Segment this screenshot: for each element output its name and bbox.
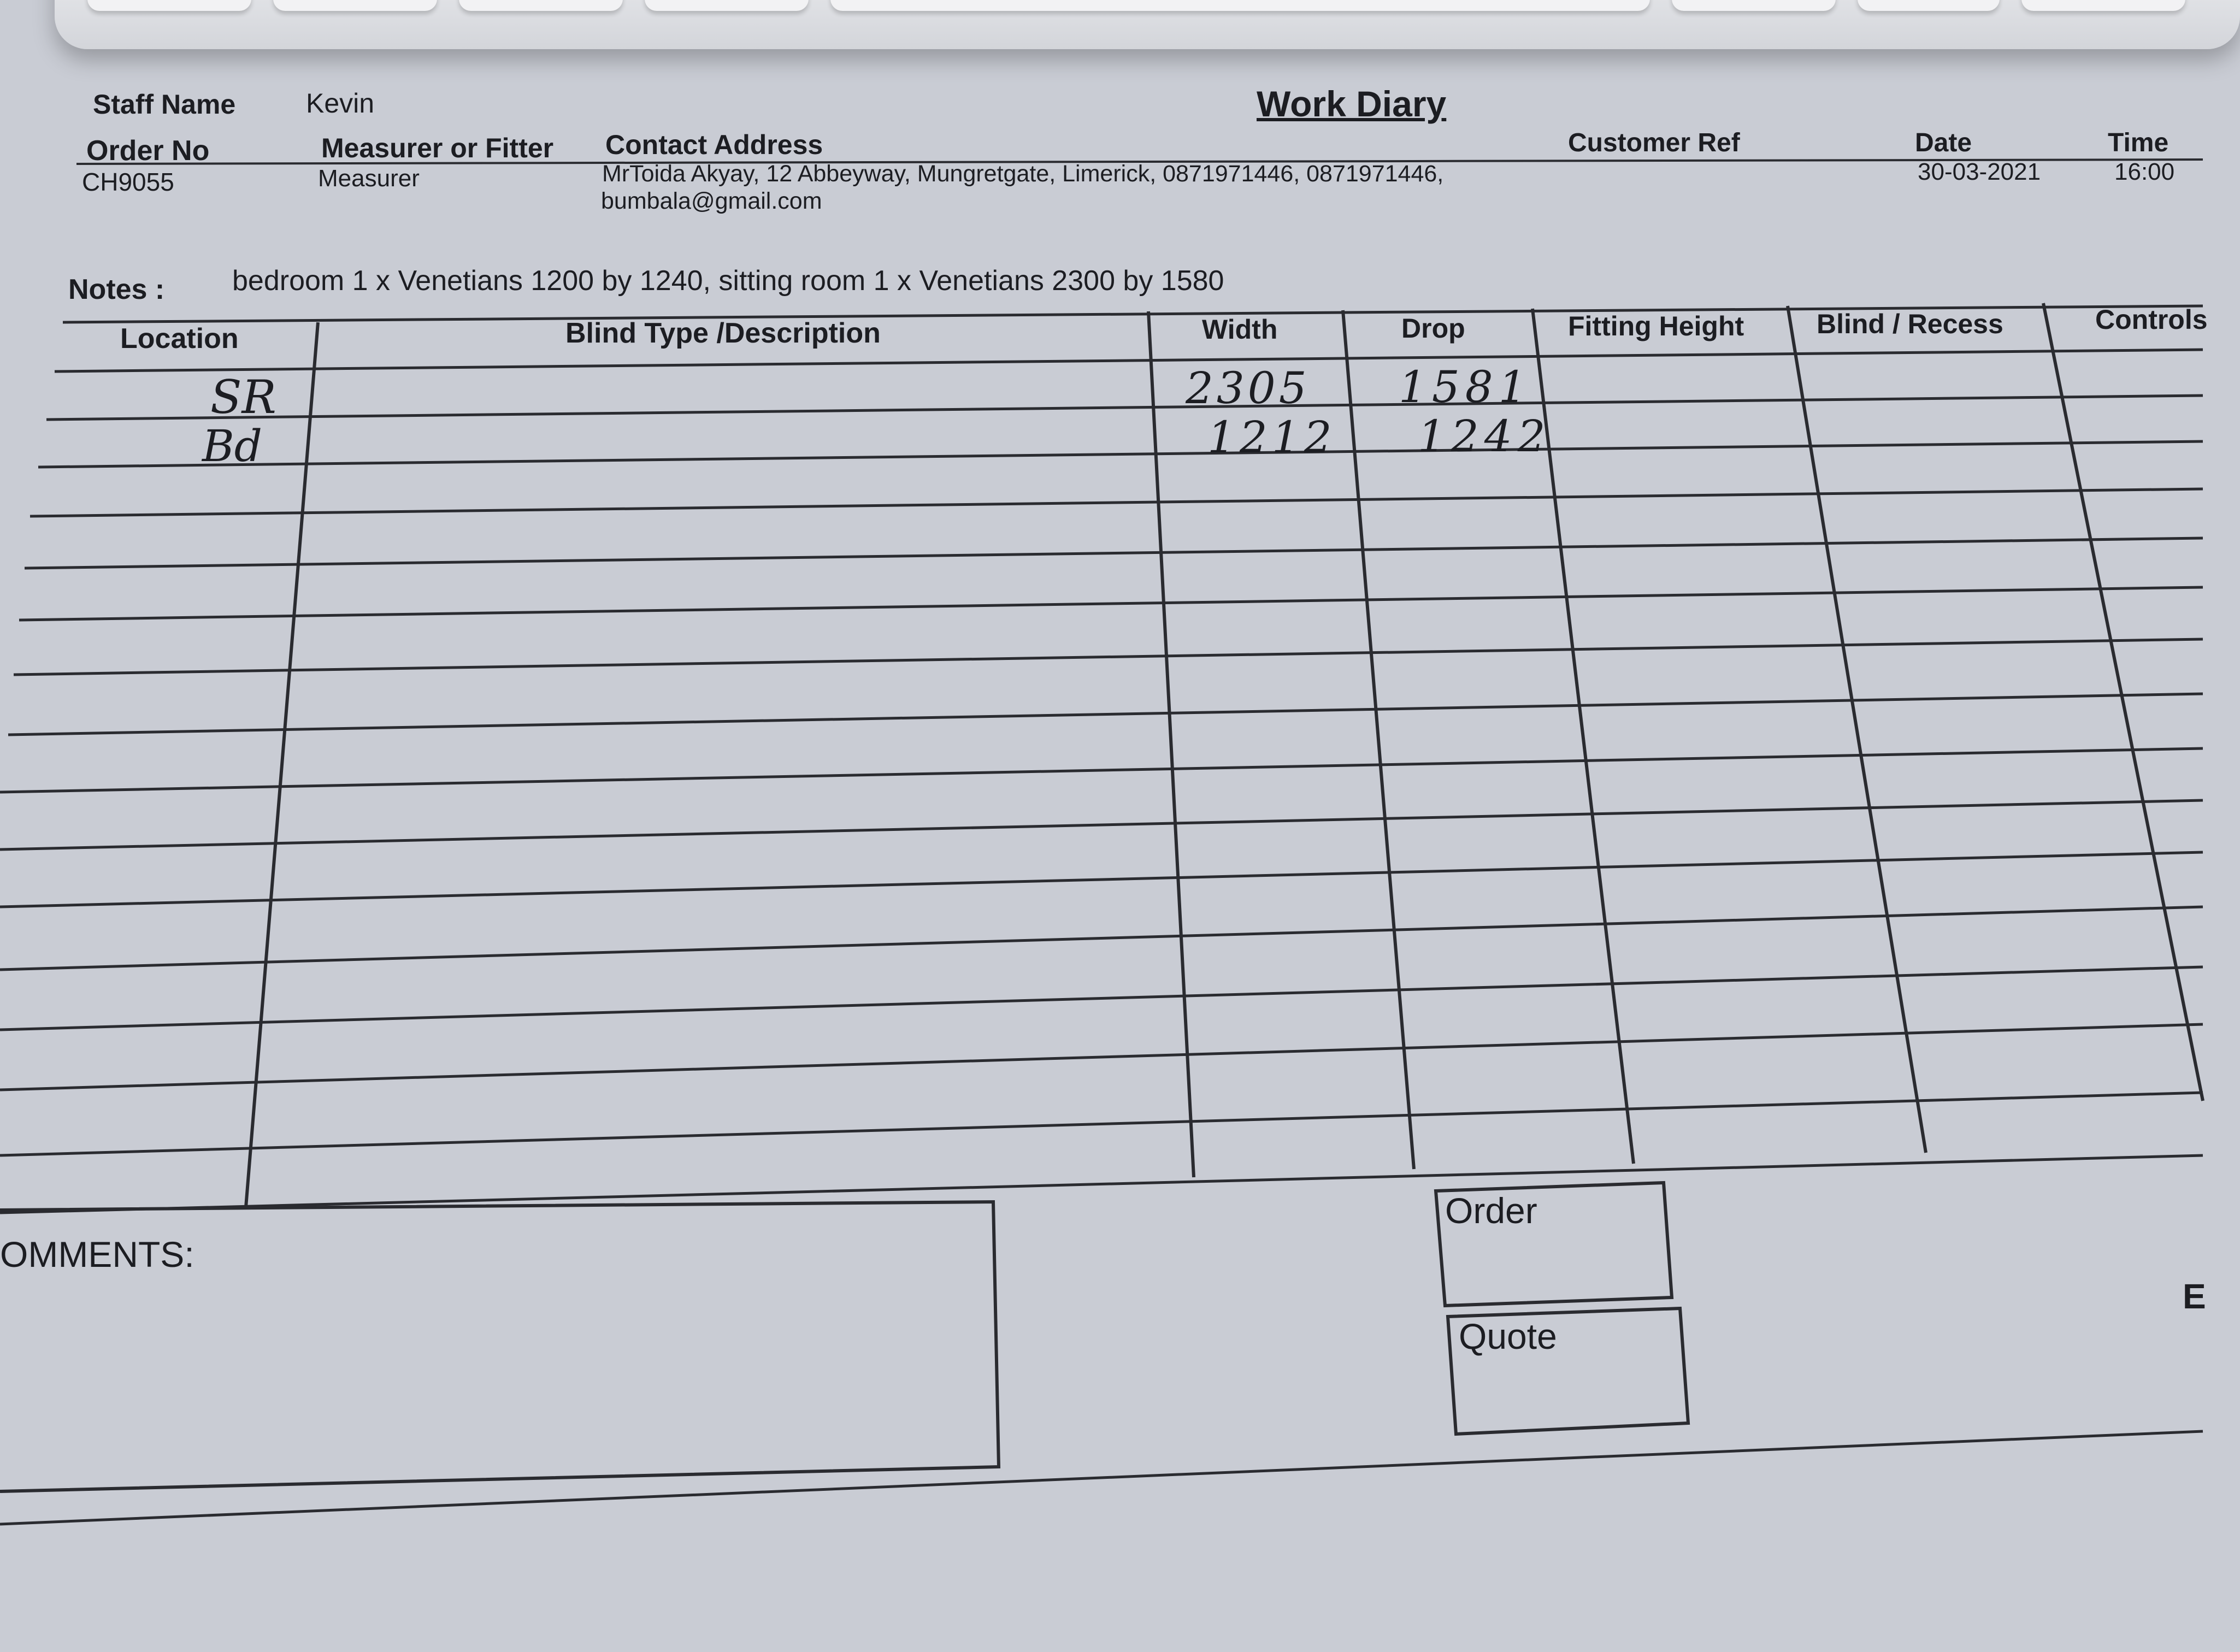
column-header-fitting-height: Fitting Height (1568, 311, 1744, 341)
column-header-controls: Controls (2095, 304, 2208, 335)
table-row-2-location: Bd (202, 421, 262, 471)
notes-value: bedroom 1 x Venetians 1200 by 1240, sitting room 1 x Venetians 2300 by 1580 (232, 265, 1224, 297)
column-header-drop: Drop (1401, 313, 1465, 344)
contact-address-label: Contact Address (605, 129, 823, 160)
page-title: Work Diary (1257, 84, 1447, 124)
column-header-blind-type: Blind Type /Description (565, 317, 881, 349)
column-header-blind-recess: Blind / Recess (1817, 309, 2003, 339)
bottom-rule (0, 1431, 2203, 1524)
table-row-1-location: SR (210, 370, 276, 424)
measurer-value: Measurer (318, 165, 420, 192)
order-no-value: CH9055 (82, 168, 174, 196)
contact-address-line1: MrToida Akyay, 12 Abbeyway, Mungretgate, Limerick, 0871971446, 0871971446, (602, 161, 1444, 187)
time-label: Time (2108, 128, 2169, 157)
order-box-label: Order (1445, 1190, 1537, 1231)
date-label: Date (1915, 128, 1972, 157)
table-row-1-drop: 1581 (1399, 362, 1532, 412)
column-header-location: Location (120, 323, 239, 355)
date-value: 30-03-2021 (1918, 158, 2041, 185)
notes-label: Notes : (68, 274, 165, 305)
contact-address-line2: bumbala@gmail.com (601, 188, 822, 214)
order-no-label: Order No (86, 135, 210, 167)
time-value: 16:00 (2114, 158, 2175, 185)
table-row-1-width: 2305 (1186, 363, 1310, 414)
comments-label: OMMENTS: (0, 1234, 194, 1275)
measurer-label: Measurer or Fitter (321, 133, 554, 163)
column-header-width: Width (1202, 314, 1278, 345)
staff-name-label: Staff Name (93, 89, 236, 120)
table-row-lines (0, 306, 2203, 1213)
table-row-2-width: 1212 (1207, 412, 1336, 463)
customer-ref-label: Customer Ref (1568, 128, 1740, 157)
edge-letter: E (2183, 1277, 2206, 1316)
quote-box-label: Quote (1459, 1316, 1557, 1356)
table-row-2-drop: 1242 (1418, 411, 1551, 462)
staff-name-value: Kevin (306, 88, 375, 119)
